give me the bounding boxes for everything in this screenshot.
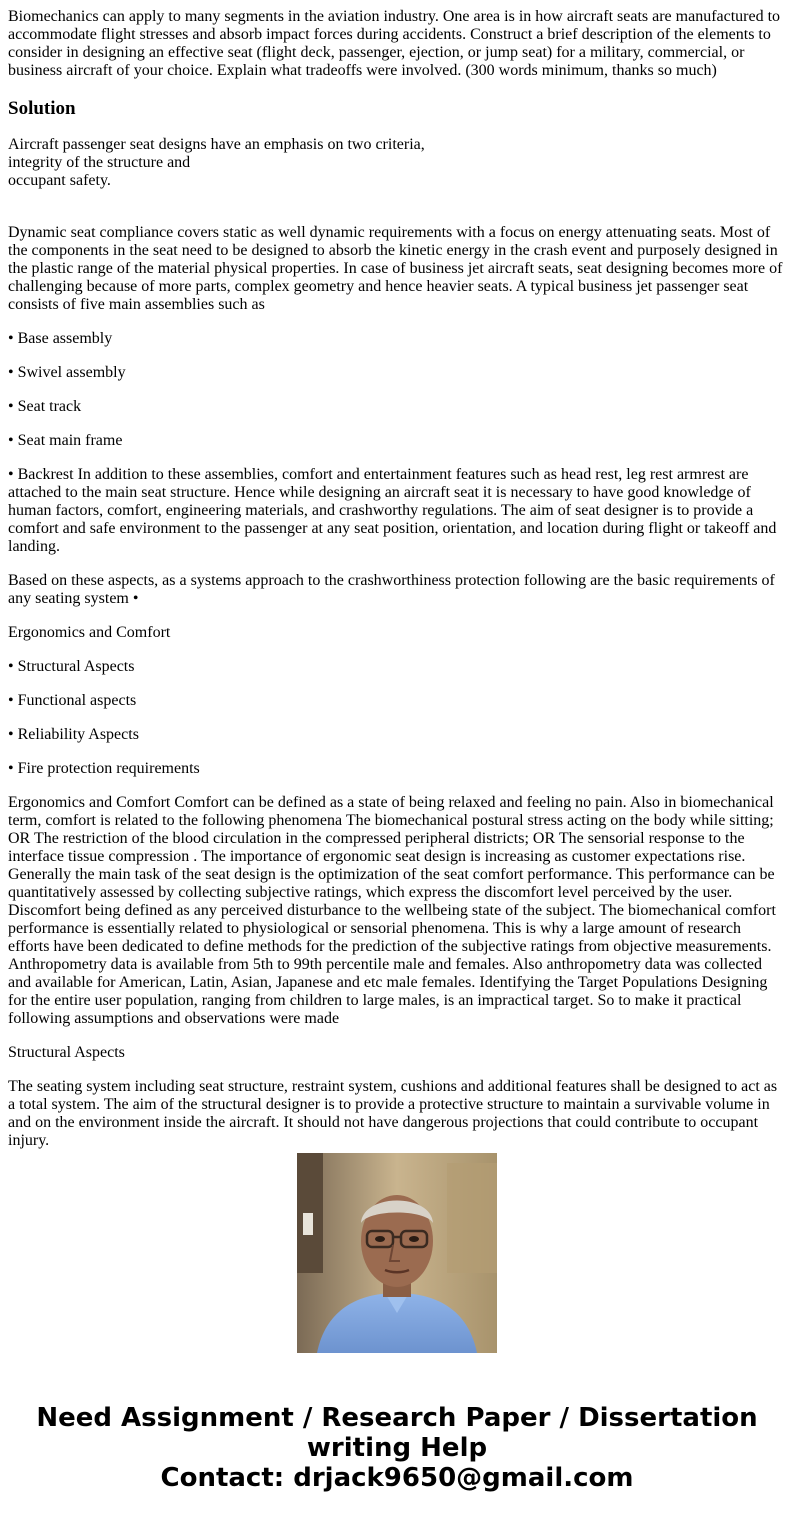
ergonomics-paragraph: Ergonomics and Comfort Comfort can be defined as a state of being relaxed and feeling no pain. Also in biomechanical term, comfort is related to the following phenomena The biomechanical postural stress acting on the body while sitting; OR The restriction of the blood circulation in the compressed peripheral districts; OR The sensorial response to the interface tissue compression . The importance of ergonomic seat design is increasing as customer expectations rise. Generally the main task of the seat design is the optimization of the seat comfort performance. This performance can be quantitatively assessed by collecting subjective ratings, which express the discomfort level perceived by the user. Discomfort being defined as any perceived disturbance to the wellbeing state of the subject. The biomechanical comfort performance is essentially related to physiological or sensorial phenomena. This is why a large amount of research efforts have been dedicated to define methods for the prediction of the subjective ratings from objective measurements. Anthropometry data is available from 5th to 99th percentile male and females. Also anthropometry data was collected and available for American, Latin, Asian, Japanese and etc male females. Identifying the Target Populations Designing for the entire user population, ranging from children to large males, is an impractical target. So to make it practical following assumptions and observations were made — [8, 794, 776, 1027]
author-portrait-image — [297, 1153, 497, 1353]
requirement-item: • Reliability Aspects — [8, 726, 139, 743]
promo-contact-line: Contact: drjack9650@gmail.com — [160, 1463, 634, 1493]
promo-section — [0, 1122, 794, 1523]
structural-paragraph: The seating system including seat structure, restraint system, cushions and additional features shall be designed to act as a total system. The aim of the structural designer is to provide a protective structure to maintain a survivable volume in and on the environment inside the aircraft. It should not have dangerous projections that could contribute to occupant injury. — [8, 1078, 778, 1149]
requirement-item: • Fire protection requirements — [8, 760, 200, 777]
intro-paragraph — [8, 136, 786, 208]
assembly-item: • Base assembly — [8, 330, 113, 347]
assembly-item: • Swivel assembly — [8, 364, 126, 381]
promo-line-2: writing Help — [306, 1433, 488, 1463]
backrest-paragraph: • Backrest In addition to these assemblies, comfort and entertainment features such as head rest, leg rest armrest are attached to the main seat structure. Hence while designing an aircraft seat it is necessary to have good knowledge of human factors, comfort, engineering materials, and crashworthy regulations. The aim of seat designer is to provide a comfort and safe environment to the passenger at any seat position, orientation, and location during flight or takeoff and landing. — [8, 466, 777, 555]
requirement-item: Ergonomics and Comfort — [8, 624, 171, 641]
intro-line-1: Aircraft passenger seat designs have an emphasis on two criteria, — [8, 136, 425, 153]
intro-spacer — [8, 190, 786, 208]
dynamic-paragraph: Dynamic seat compliance covers static as well dynamic requirements with a focus on energy attenuating seats. Most of the components in the seat need to be designed to absorb the kinetic energy in the crash event and purposely designed in the plastic range of the material physical properties. In case of business jet aircraft seats, seat designing becomes more of challenging because of more parts, complex geometry and hence heavier seats. A typical business jet passenger seat consists of five main assemblies such as — [8, 224, 783, 313]
article-content — [8, 8, 786, 1149]
requirement-item: • Functional aspects — [8, 692, 137, 709]
author-avatar — [297, 1153, 497, 1353]
intro-line-2: integrity of the structure and — [8, 154, 191, 171]
requirements-intro: Based on these aspects, as a systems approach to the crashworthiness protection following are the basic requirements of any seating system • — [8, 572, 775, 607]
requirement-item: • Structural Aspects — [8, 658, 135, 675]
intro-line-3: occupant safety. — [8, 172, 111, 189]
assembly-item: • Seat track — [8, 398, 82, 415]
question-text: Biomechanics can apply to many segments in the aviation industry. One area is in how aircraft seats are manufactured to accommodate flight stresses and absorb impact forces during accidents. Construct a brief description of the elements to consider in designing an effective seat (flight deck, passenger, ejection, or jump seat) for a military, commercial, or business aircraft of your choice. Explain what tradeoffs were involved. (300 words minimum, thanks so much) — [8, 8, 781, 79]
promo-line-1: Need Assignment / Research Paper / Dissertation — [36, 1403, 758, 1433]
structural-heading: Structural Aspects — [8, 1044, 125, 1061]
assembly-item: • Seat main frame — [8, 432, 123, 449]
promo-banner-text — [0, 1403, 794, 1493]
solution-heading: Solution — [8, 98, 76, 119]
